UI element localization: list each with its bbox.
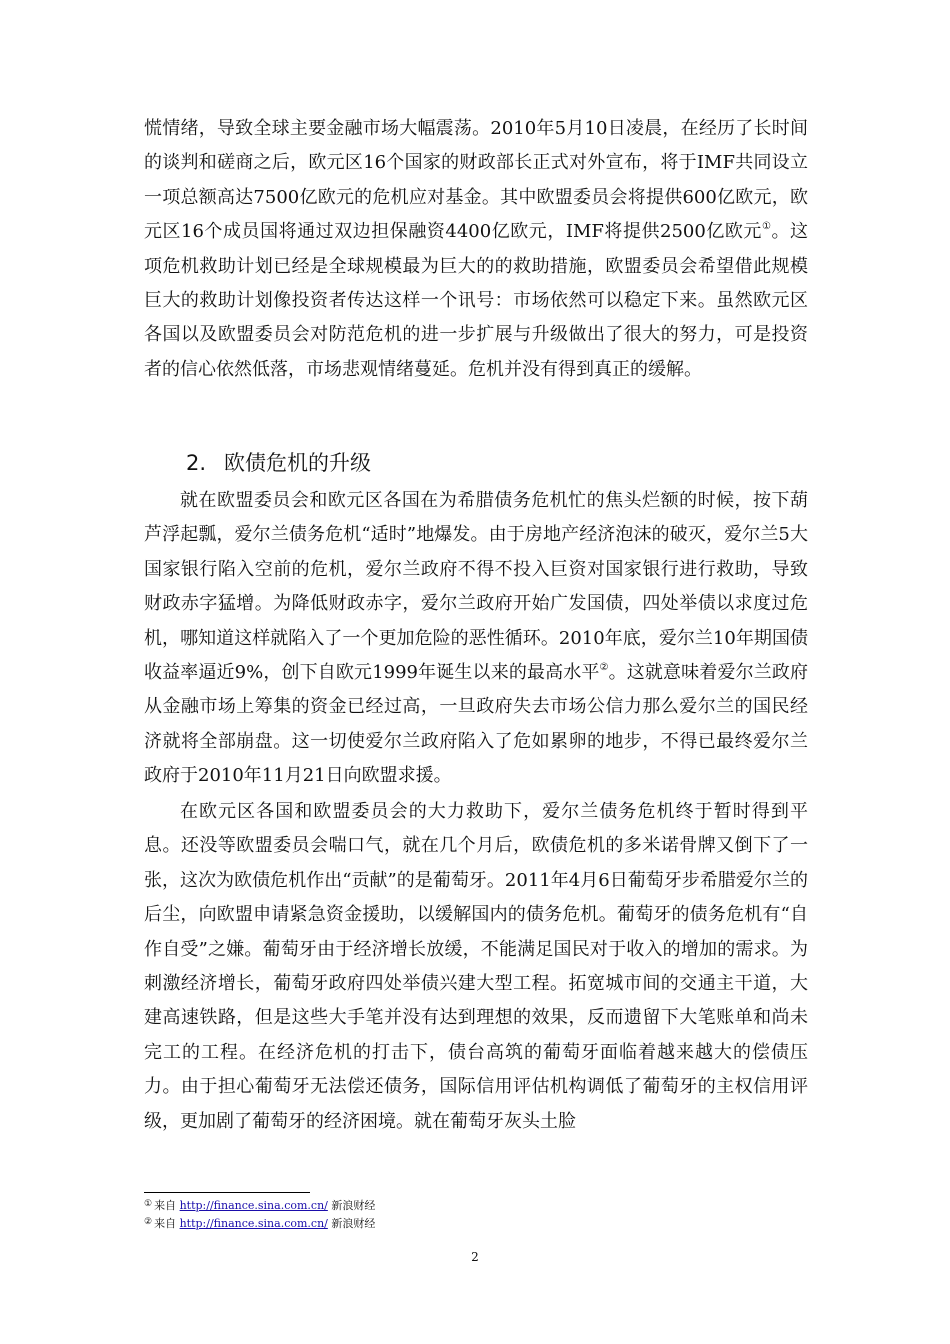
footnote-1-mark: ① [144, 1199, 153, 1209]
footnote-1 [144, 1196, 375, 1214]
footnote-2-source: 新浪财经 [331, 1217, 376, 1230]
paragraph-1-text-b: 。这项危机救助计划已经是全球规模最为巨大的的救助措施，欧盟委员会希望借此规模巨大的救助计划像投资者传达这样一个讯号：市场依然可以稳定下来。虽然欧元区各国以及欧盟委员会对防范危机的进一步扩展与升级做出了很大的努力，可是投资者的信心依然低落，市场悲观情绪蔓延。危机并没有得到真正的缓解。 [144, 221, 808, 380]
footnote-2-prefix: 来自 [154, 1217, 177, 1230]
footnote-1-prefix: 来自 [154, 1199, 177, 1212]
paragraph-3-text: 在欧元区各国和欧盟委员会的大力救助下，爱尔兰债务危机终于暂时得到平息。还没等欧盟委员会喘口气，就在几个月后，欧债危机的多米诺骨牌又倒下了一张，这次为欧债危机作出“贡献”的是葡萄牙。2011年4月6日葡萄牙步希腊爱尔兰的后尘，向欧盟申请紧急资金援助，以缓解国内的债务危机。葡萄牙的债务危机有“自作自受”之嫌。葡萄牙由于经济增长放缓，不能满足国民对于收入的增加的需求。为刺激经济增长，葡萄牙政府四处举债兴建大型工程。拓宽城市间的交通主干道，大建高速铁路，但是这些大手笔并没有达到理想的效果，反而遗留下大笔账单和尚未完工的工程。在经济危机的打击下，债台高筑的葡萄牙面临着越来越大的偿债压力。由于担心葡萄牙无法偿还债务，国际信用评估机构调低了葡萄牙的主权信用评级，更加剧了葡萄牙的经济困境。就在葡萄牙灰头土脸 [144, 801, 808, 1132]
footnotes [144, 1196, 375, 1232]
section-heading-number: 2. [186, 451, 207, 475]
paragraph-1 [144, 112, 808, 387]
footnote-2-mark: ② [144, 1217, 153, 1227]
paragraph-1-text-a: 慌情绪，导致全球主要金融市场大幅震荡。2010年5月10日凌晨，在经历了长时间的谈判和磋商之后，欧元区16个国家的财政部长正式对外宣布，将于IMF共同设立一项总额高达7500亿欧元的危机应对基金。其中欧盟委员会将提供600亿欧元，欧元区16个成员国将通过双边担保融资4400亿欧元，IMF将提供2500亿欧元 [144, 118, 808, 243]
section-heading [186, 446, 371, 480]
footnote-ref-2: ② [599, 662, 609, 674]
footnote-1-link[interactable]: http://finance.sina.com.cn/ [179, 1199, 328, 1212]
footnote-separator [144, 1192, 310, 1193]
paragraph-3 [144, 795, 808, 1139]
section-heading-text: 欧债危机的升级 [224, 451, 372, 475]
page-number: 2 [471, 1250, 479, 1264]
footnote-ref-1: ① [761, 221, 772, 233]
paragraph-2-text-a: 就在欧盟委员会和欧元区各国在为希腊债务危机忙的焦头烂额的时候，按下葫芦浮起瓢，爱尔兰债务危机“适时”地爆发。由于房地产经济泡沫的破灭，爱尔兰5大国家银行陷入空前的危机，爱尔兰政府不得不投入巨资对国家银行进行救助，导致财政赤字猛增。为降低财政赤字，爱尔兰政府开始广发国债，四处举债以求度过危机，哪知道这样就陷入了一个更加危险的恶性循环。2010年底，爱尔兰10年期国债收益率逼近9%，创下自欧元1999年诞生以来的最高水平 [144, 490, 808, 684]
footnote-1-source: 新浪财经 [331, 1199, 376, 1212]
paragraph-2 [144, 484, 808, 794]
footnote-2 [144, 1214, 375, 1232]
paragraph-2-text-b: 。这就意味着爱尔兰政府从金融市场上筹集的资金已经过高，一旦政府失去市场公信力那么爱尔兰的国民经济就将全部崩盘。这一切使爱尔兰政府陷入了危如累卵的地步，不得已最终爱尔兰政府于2010年11月21日向欧盟求援。 [144, 662, 808, 787]
footnote-2-link[interactable]: http://finance.sina.com.cn/ [179, 1217, 328, 1230]
